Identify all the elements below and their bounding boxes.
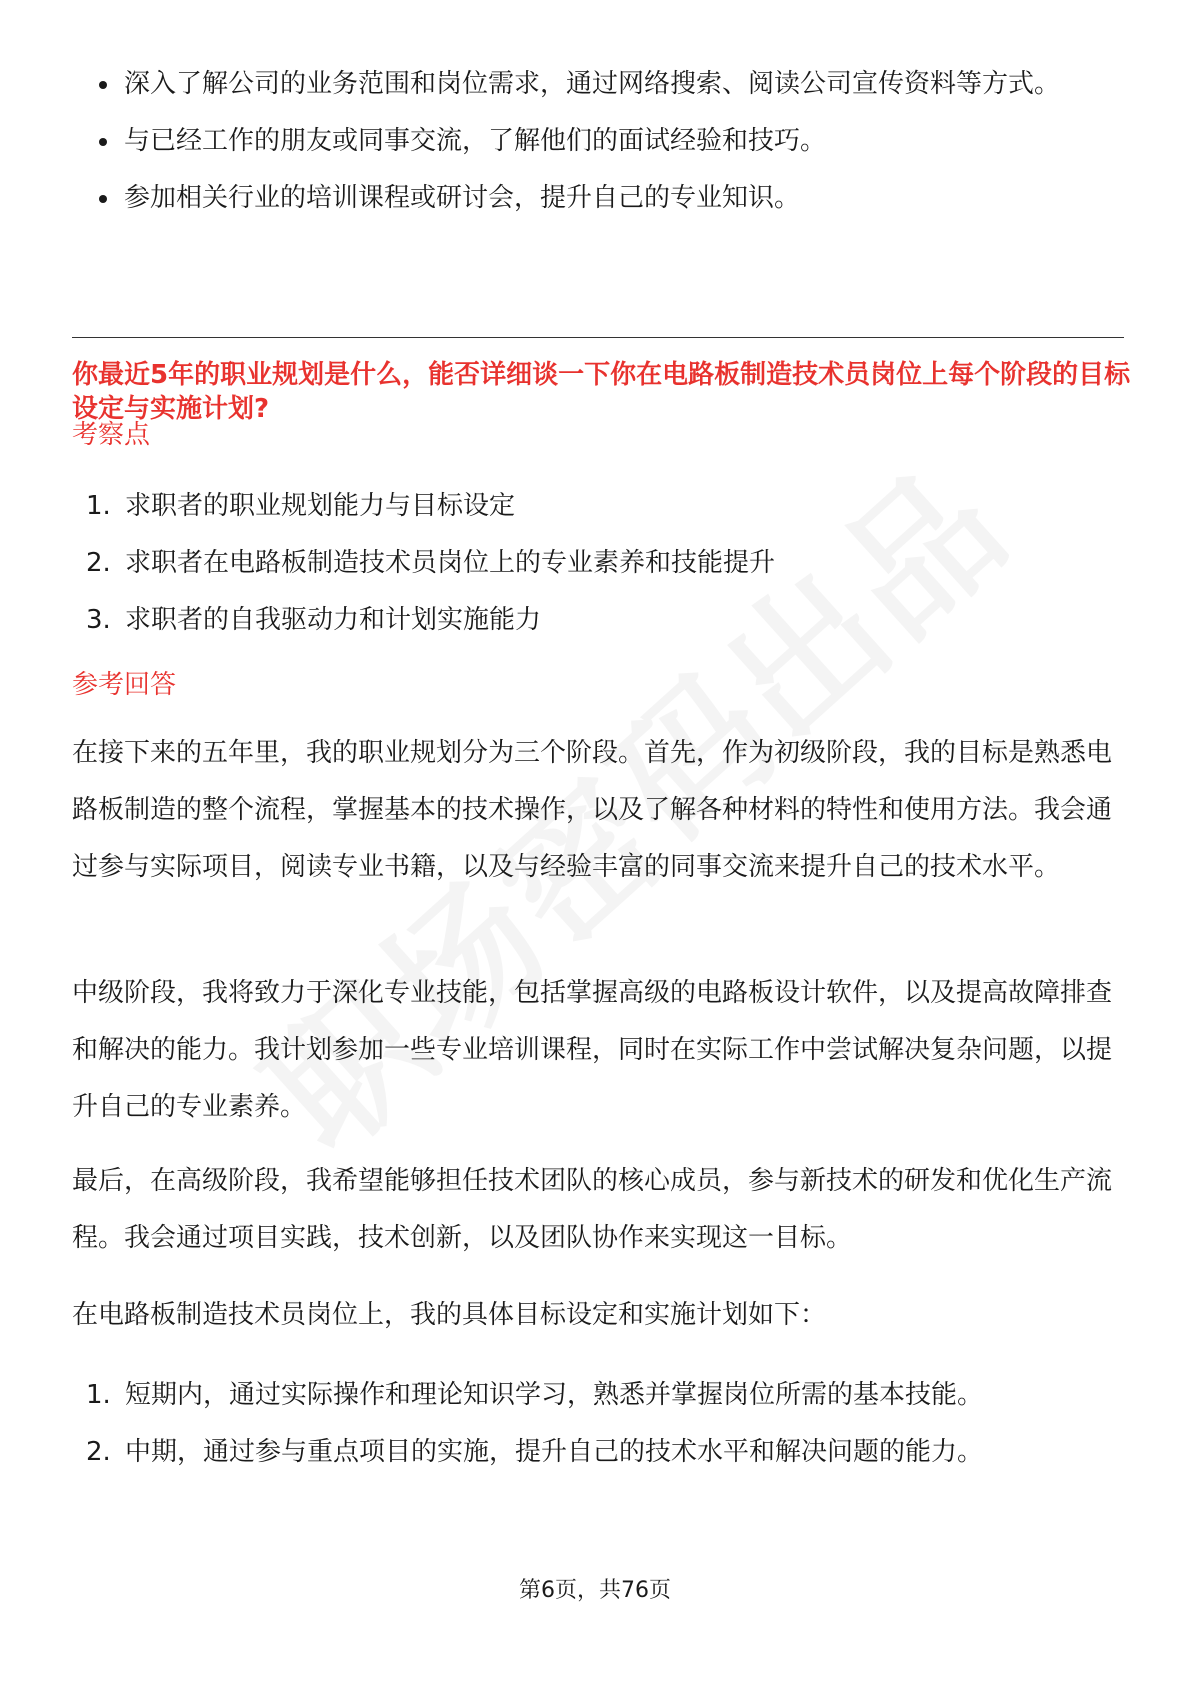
- section-divider: [72, 337, 1124, 338]
- exam-points-list: [72, 478, 1132, 649]
- plan-list: [72, 1367, 1132, 1481]
- list-text: 求职者的自我驱动力和计划实施能力: [125, 605, 542, 635]
- list-item: 深入了解公司的业务范围和岗位需求，通过网络搜索、阅读公司宣传资料等方式。: [72, 56, 1132, 113]
- list-text: 求职者在电路板制造技术员岗位上的专业素养和技能提升: [125, 548, 776, 578]
- answer-paragraph: 在接下来的五年里，我的职业规划分为三个阶段。首先，作为初级阶段，我的目标是熟悉电路板制造的整个流程，掌握基本的技术操作，以及了解各种材料的特性和使用方法。我会通过参与实际项目，阅读专业书籍，以及与经验丰富的同事交流来提升自己的技术水平。: [72, 738, 1113, 882]
- page-number: 第6页，共76页: [519, 1578, 671, 1603]
- answer-title: 参考回答: [72, 670, 177, 700]
- list-item: [72, 478, 1132, 535]
- list-number: 2.: [86, 548, 111, 578]
- list-item: 与已经工作的朋友或同事交流，了解他们的面试经验和技巧。: [72, 113, 1132, 170]
- question-heading: 你最近5年的职业规划是什么，能否详细谈一下你在电路板制造技术员岗位上每个阶段的目标设定与实施计划?: [72, 360, 1131, 424]
- answer-paragraph: 在电路板制造技术员岗位上，我的具体目标设定和实施计划如下：: [72, 1300, 827, 1330]
- list-text: 短期内，通过实际操作和理论知识学习，熟悉并掌握岗位所需的基本技能。: [125, 1380, 984, 1410]
- list-text: 求职者的职业规划能力与目标设定: [125, 491, 516, 521]
- list-item: [72, 535, 1132, 592]
- exam-points-title: 考察点: [72, 420, 151, 450]
- list-number: 1.: [86, 1380, 111, 1410]
- list-item: [72, 1367, 1132, 1424]
- list-number: 3.: [86, 605, 111, 635]
- list-text: 中期，通过参与重点项目的实施，提升自己的技术水平和解决问题的能力。: [125, 1437, 984, 1467]
- list-number: 1.: [86, 491, 111, 521]
- list-item: [72, 592, 1132, 649]
- list-item: [72, 1424, 1132, 1481]
- answer-paragraph: 中级阶段，我将致力于深化专业技能，包括掌握高级的电路板设计软件，以及提高故障排查和解决的能力。我计划参加一些专业培训课程，同时在实际工作中尝试解决复杂问题，以提升自己的专业素养。: [72, 978, 1113, 1122]
- bullet-list: [72, 56, 1132, 227]
- answer-paragraph: 最后，在高级阶段，我希望能够担任技术团队的核心成员，参与新技术的研发和优化生产流程。我会通过项目实践，技术创新，以及团队协作来实现这一目标。: [72, 1166, 1113, 1253]
- list-item: 参加相关行业的培训课程或研讨会，提升自己的专业知识。: [72, 170, 1132, 227]
- list-number: 2.: [86, 1437, 111, 1467]
